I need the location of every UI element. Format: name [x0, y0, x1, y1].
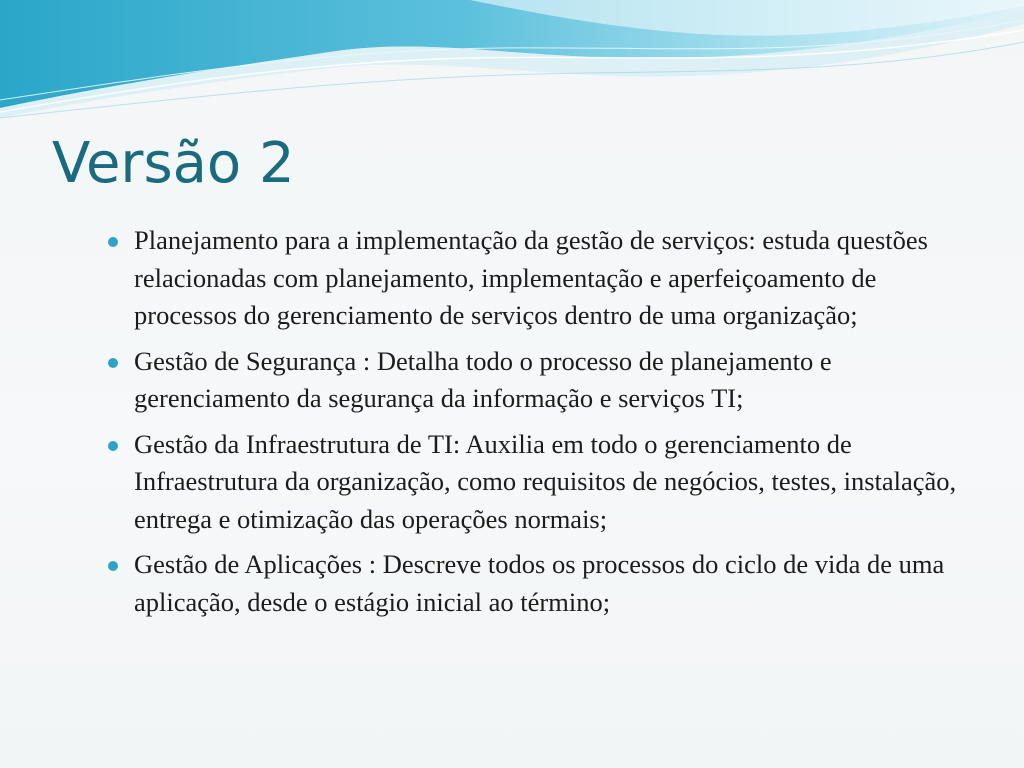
bullet-list [106, 222, 976, 629]
bullet-dot-icon [108, 441, 118, 451]
wave-header-decoration [0, 0, 1024, 130]
bullet-text: Gestão de Segurança : Detalha todo o processo de planejamento e gerenciamento da segurança da informação e serviços TI; [134, 345, 832, 413]
bullet-dot-icon [108, 358, 118, 368]
bullet-text: Planejamento para a implementação da gestão de serviços: estuda questões relacionadas com planejamento, implementação e aperfeiçoamento de processos do gerenciamento de serviços dentro de uma organização; [134, 225, 928, 330]
bullet-item [106, 343, 976, 418]
bullet-item [106, 426, 976, 539]
bullet-dot-icon [108, 561, 118, 571]
bullet-dot-icon [108, 237, 118, 247]
bullet-text: Gestão de Aplicações : Descreve todos os processos do ciclo de vida de uma aplicação, desde o estágio inicial ao término; [134, 549, 945, 617]
bullet-item [106, 222, 976, 335]
bullet-item [106, 546, 976, 621]
bullet-text: Gestão da Infraestrutura de TI: Auxilia em todo o gerenciamento de Infraestrutura da organização, como requisitos de negócios, testes, instalação, entrega e otimização das operações normais; [134, 428, 957, 534]
slide-title: Versão 2 [52, 131, 295, 196]
